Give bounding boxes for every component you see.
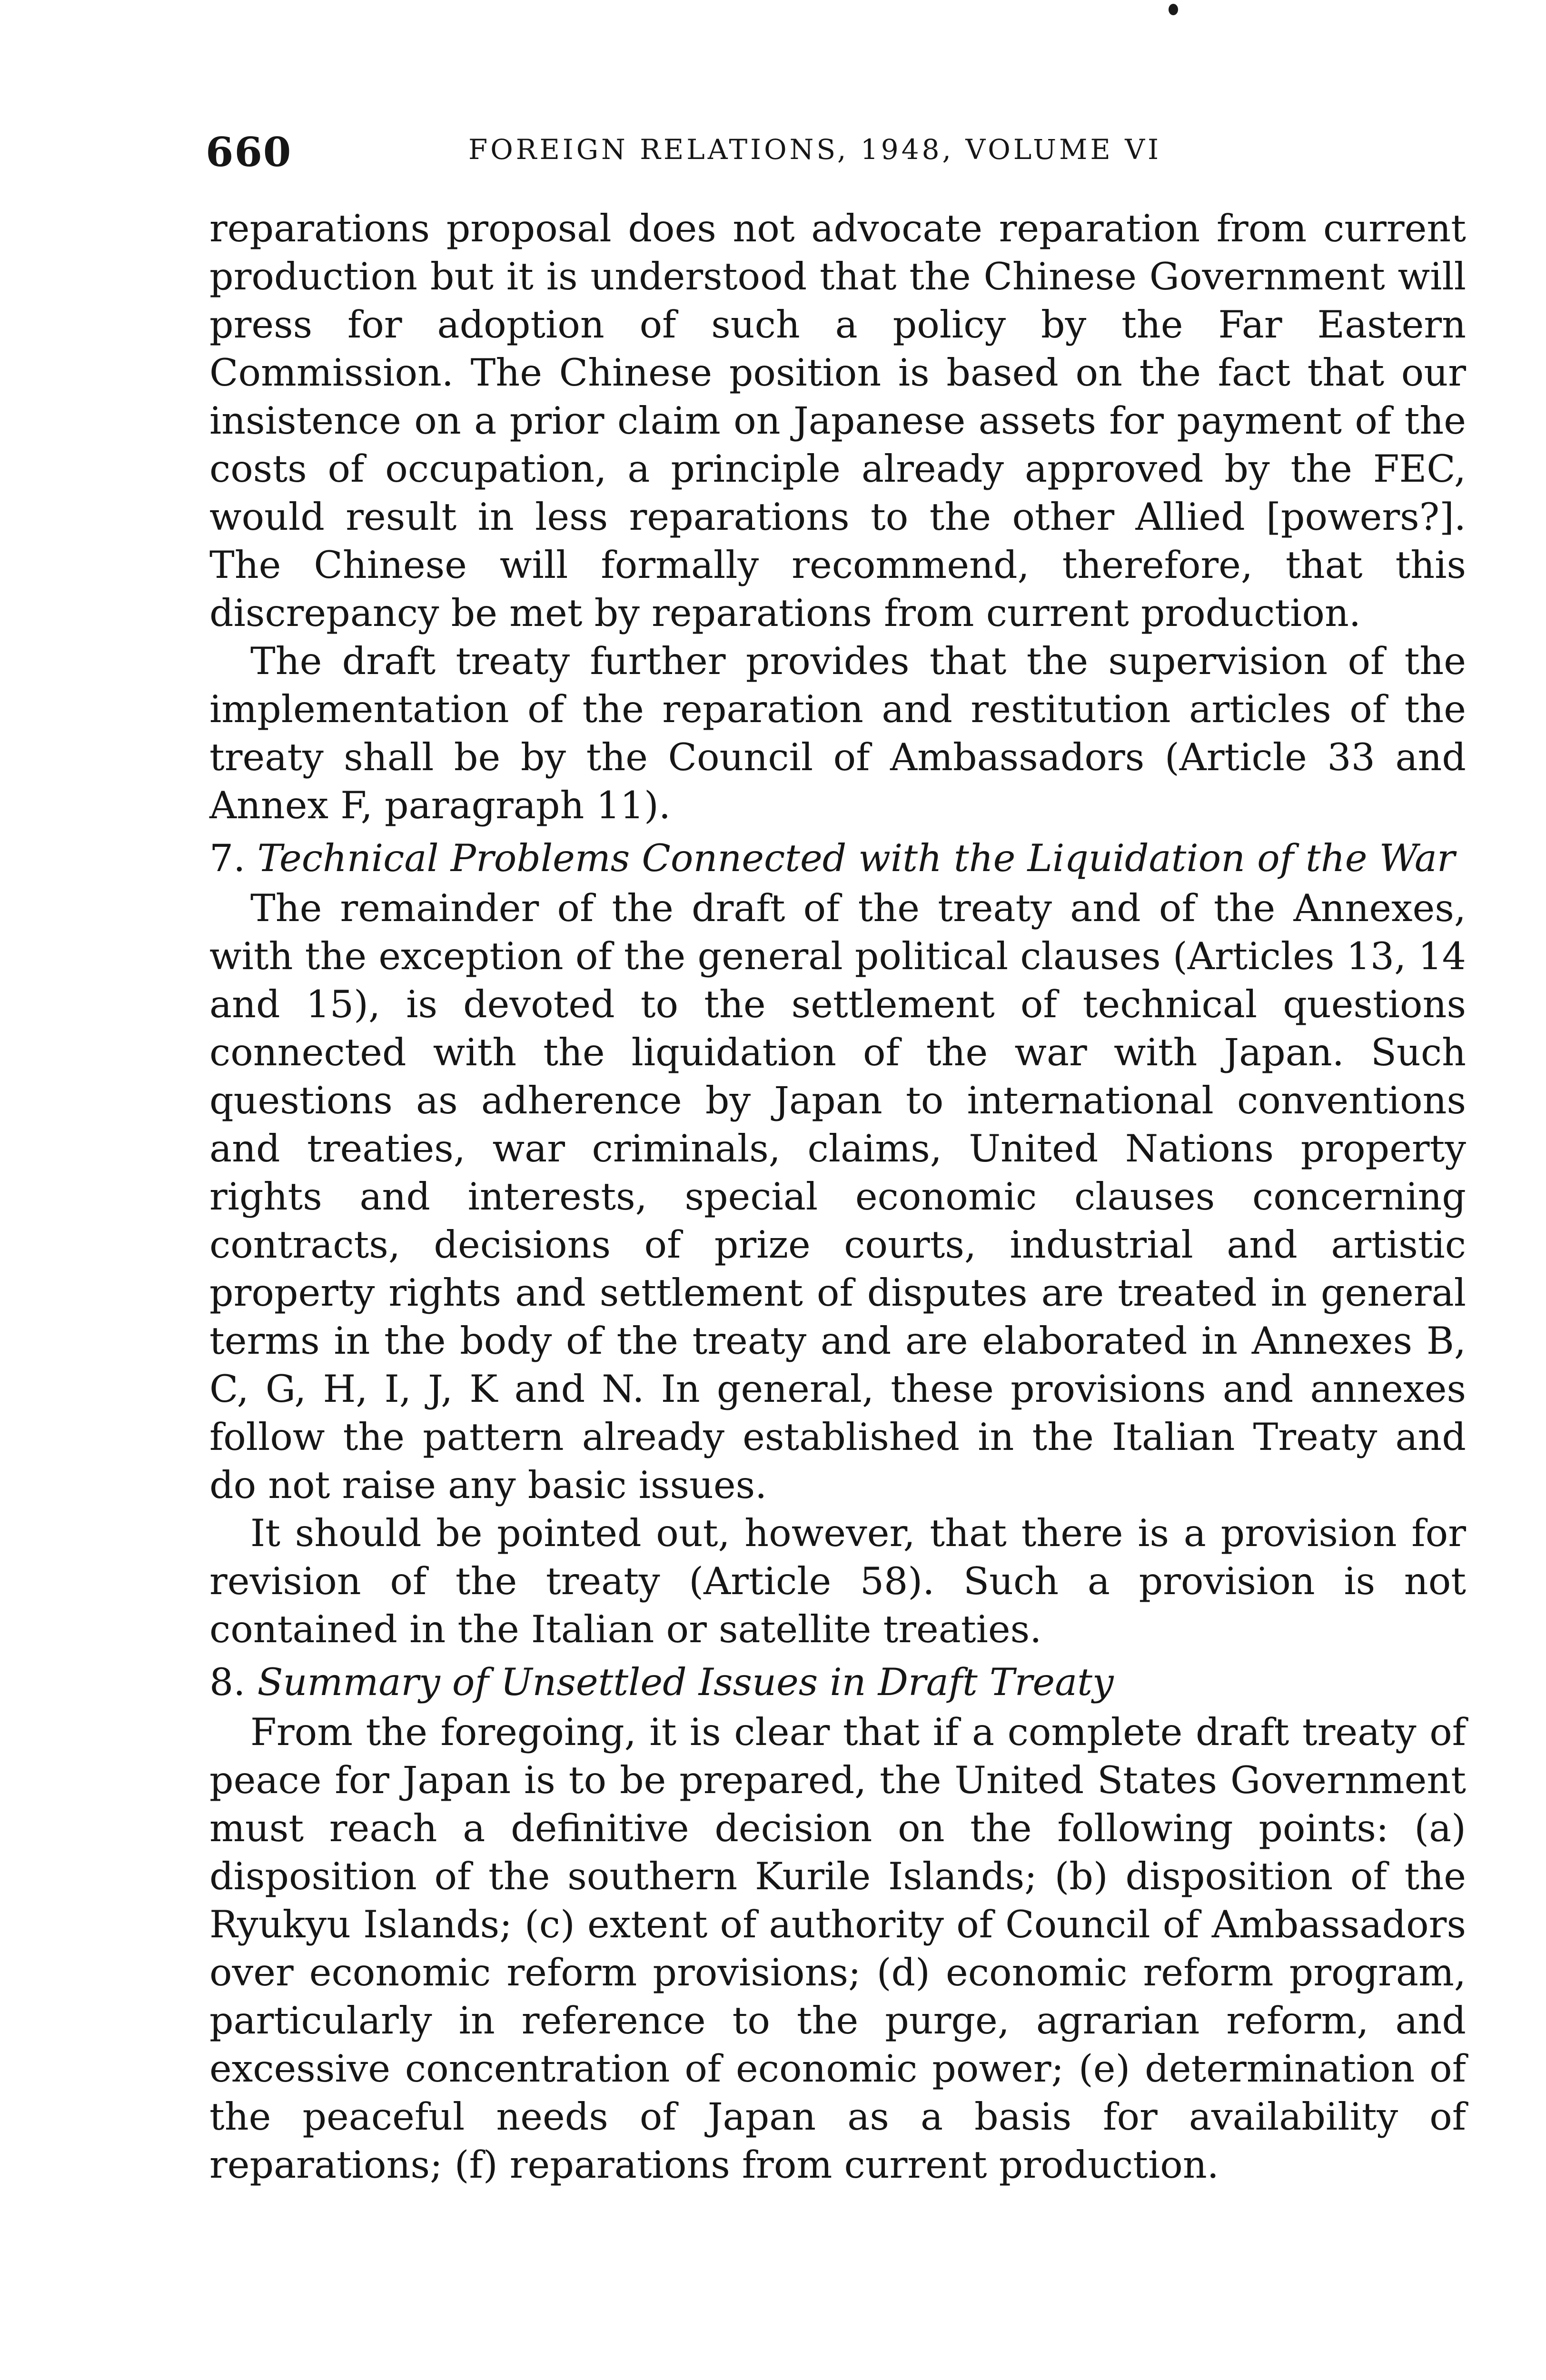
section-7-number: 7. (209, 836, 246, 880)
section-heading-8 (209, 1654, 1466, 1708)
document-body (209, 205, 1466, 2189)
paragraph-unsettled-issues-summary: From the foregoing, it is clear that if a complete draft treaty of peace for Japan is to be prepared, the United States Government must reach a definitive decision on the following points: (a) disposition of the southern Kurile Islands; (b) disposition of the Ryukyu Islands; (c) extent of authority of Council of Ambassadors over economic reform provisions; (d) economic reform program, particularly in reference to the purge, agrarian reform, and excessive concentration of economic power; (e) determination of the peaceful needs of Japan as a basis for availability of reparations; (f) reparations from current production. (209, 1710, 1466, 2187)
paragraph-reparations-proposal: reparations proposal does not advocate reparation from current production but it is understood that the Chinese Government will press for adoption of such a policy by the Far Eastern Commission. The Chinese position is based on the fact that our insistence on a prior claim on Japanese assets for payment of the costs of occupation, a principle already approved by the FEC, would result in less reparations to the other Allied [powers?]. The Chinese will formally recommend, therefore, that this discrepancy be met by reparations from current production. (209, 207, 1466, 635)
section-8-number: 8. (209, 1660, 246, 1704)
section-7-title: Technical Problems Connected with the Liquidation of the War (257, 836, 1455, 880)
ink-dot-mark (1169, 4, 1178, 15)
running-head: FOREIGN RELATIONS, 1948, VOLUME VI (468, 133, 1161, 166)
page-header (206, 129, 1462, 181)
section-heading-7 (209, 830, 1466, 884)
paragraph-draft-treaty-supervision: The draft treaty further provides that the supervision of the implementation of the reparation and restitution articles of the treaty shall be by the Council of Ambassadors (Article 33 and Annex F, paragraph 11). (209, 639, 1466, 827)
paragraph-technical-problems: The remainder of the draft of the treaty and of the Annexes, with the exception of the general political clauses (Articles 13, 14 and 15), is devoted to the settlement of technical questions connected with the liquidation of the war with Japan. Such questions as adherence by Japan to international conventions and treaties, war criminals, claims, United Nations property rights and interests, special economic clauses concerning contracts, decisions of prize courts, industrial and artistic property rights and settlement of disputes are treated in general terms in the body of the treaty and are elaborated in Annexes B, C, G, H, I, J, K and N. In general, these provisions and annexes follow the pattern already established in the Italian Treaty and do not raise any basic issues. (209, 886, 1466, 1507)
section-8-title: Summary of Unsettled Issues in Draft Treaty (257, 1660, 1114, 1704)
page-number: 660 (206, 129, 292, 176)
paragraph-revision-provision: It should be pointed out, however, that there is a provision for revision of the treaty (Article 58). Such a provision is not contained in the Italian or satellite treaties. (209, 1511, 1466, 1651)
